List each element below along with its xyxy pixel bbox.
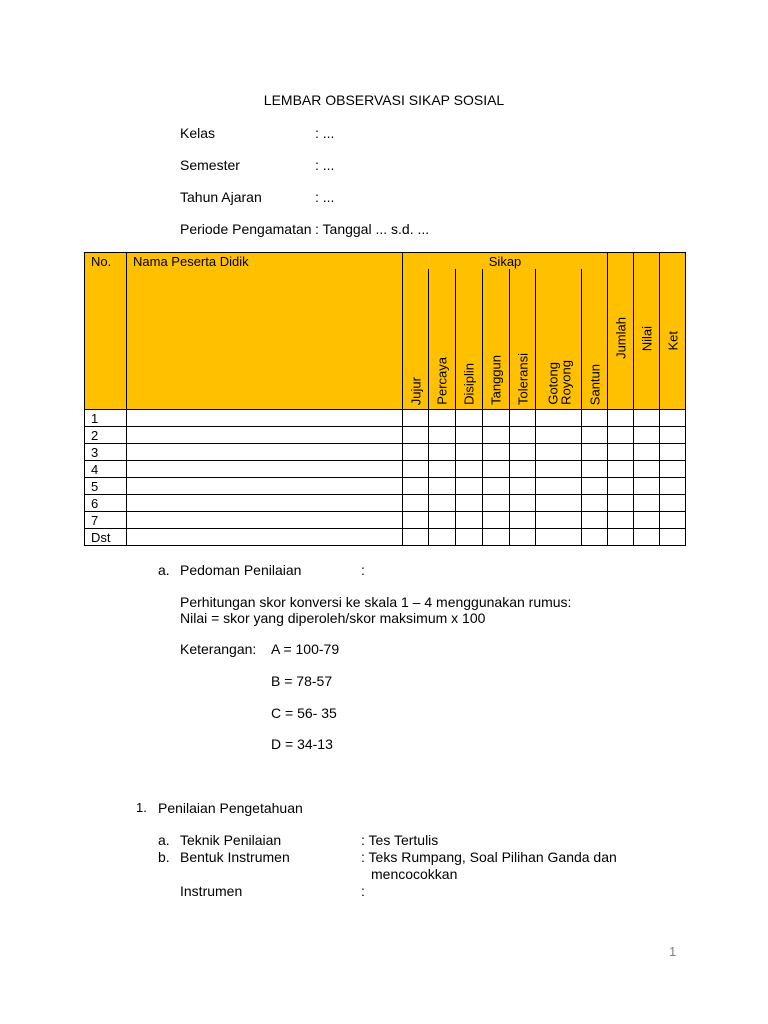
col-header-tanggun: Tanggun bbox=[483, 269, 510, 410]
col-header-santun: Santun bbox=[582, 269, 608, 410]
pengetahuan-marker: 1. bbox=[136, 800, 147, 815]
col-header-jujur: Jujur bbox=[403, 269, 429, 410]
pedoman-marker: a. bbox=[158, 562, 170, 578]
grade-c: C = 56- 35 bbox=[271, 705, 337, 721]
col-header-percaya: Percaya bbox=[429, 269, 456, 410]
keterangan-label: Keterangan: bbox=[180, 641, 257, 657]
meta-label-semester: Semester bbox=[180, 157, 240, 173]
teknik-marker: a. bbox=[158, 832, 170, 848]
teknik-value: : Tes Tertulis bbox=[361, 832, 439, 848]
col-header-disiplin: Disiplin bbox=[456, 269, 483, 410]
bentuk-value: : Teks Rumpang, Soal Pilihan Ganda dan bbox=[361, 849, 617, 865]
pengetahuan-heading: Penilaian Pengetahuan bbox=[158, 800, 303, 816]
meta-label-kelas: Kelas bbox=[180, 125, 216, 141]
row-number: 5 bbox=[85, 478, 127, 495]
row-number: 4 bbox=[85, 461, 127, 478]
grade-d: D = 34-13 bbox=[271, 736, 333, 752]
meta-value-kelas: : ... bbox=[315, 125, 335, 141]
bentuk-label: Bentuk Instrumen bbox=[180, 849, 290, 865]
col-header-toleransi: Toleransi bbox=[510, 269, 536, 410]
meta-label-periode: Periode Pengamatan bbox=[180, 221, 312, 237]
bentuk-marker: b. bbox=[158, 849, 170, 865]
row-number: 6 bbox=[85, 495, 127, 512]
row-number: 3 bbox=[85, 444, 127, 461]
table-row bbox=[85, 495, 686, 512]
table-row bbox=[85, 461, 686, 478]
instrumen-colon: : bbox=[361, 883, 365, 899]
meta-value-tahun-ajaran: : ... bbox=[315, 189, 335, 205]
col-header-gotong-royong: Gotong Royong bbox=[536, 269, 582, 410]
col-header-ket: Ket bbox=[660, 253, 686, 410]
table-row bbox=[85, 444, 686, 461]
meta-label-tahun-ajaran: Tahun Ajaran bbox=[180, 189, 262, 205]
grade-b: B = 78-57 bbox=[271, 673, 333, 689]
page-number: 1 bbox=[669, 944, 677, 959]
table-row bbox=[85, 410, 686, 427]
teknik-label: Teknik Penilaian bbox=[180, 832, 282, 848]
row-number: 1 bbox=[85, 410, 127, 427]
col-header-sikap: Sikap bbox=[403, 253, 608, 270]
meta-value-semester: : ... bbox=[315, 157, 335, 173]
table-row bbox=[85, 478, 686, 495]
col-header-nilai: Nilai bbox=[634, 253, 660, 410]
pedoman-label: Pedoman Penilaian bbox=[180, 562, 302, 578]
bentuk-value-cont: mencocokkan bbox=[371, 866, 458, 882]
row-number: 2 bbox=[85, 427, 127, 444]
col-header-jumlah: Jumlah bbox=[608, 253, 634, 410]
meta-value-periode: : Tanggal ... s.d. ... bbox=[315, 221, 430, 237]
table-row bbox=[85, 512, 686, 529]
page-title: LEMBAR OBSERVASI SIKAP SOSIAL bbox=[263, 92, 505, 108]
instrumen-label: Instrumen bbox=[180, 883, 243, 899]
pedoman-colon: : bbox=[361, 562, 365, 578]
col-header-nama: Nama Peserta Didik bbox=[127, 253, 403, 410]
row-number: Dst bbox=[85, 529, 127, 546]
grade-a: A = 100-79 bbox=[271, 641, 340, 657]
col-header-no: No. bbox=[85, 253, 127, 410]
pedoman-line-1: Perhitungan skor konversi ke skala 1 – 4 menggunakan rumus: bbox=[180, 594, 572, 610]
table-row bbox=[85, 427, 686, 444]
row-number: 7 bbox=[85, 512, 127, 529]
observation-table bbox=[84, 252, 686, 546]
table-row bbox=[85, 529, 686, 546]
pedoman-line-2: Nilai = skor yang diperoleh/skor maksimum x 100 bbox=[180, 610, 486, 626]
